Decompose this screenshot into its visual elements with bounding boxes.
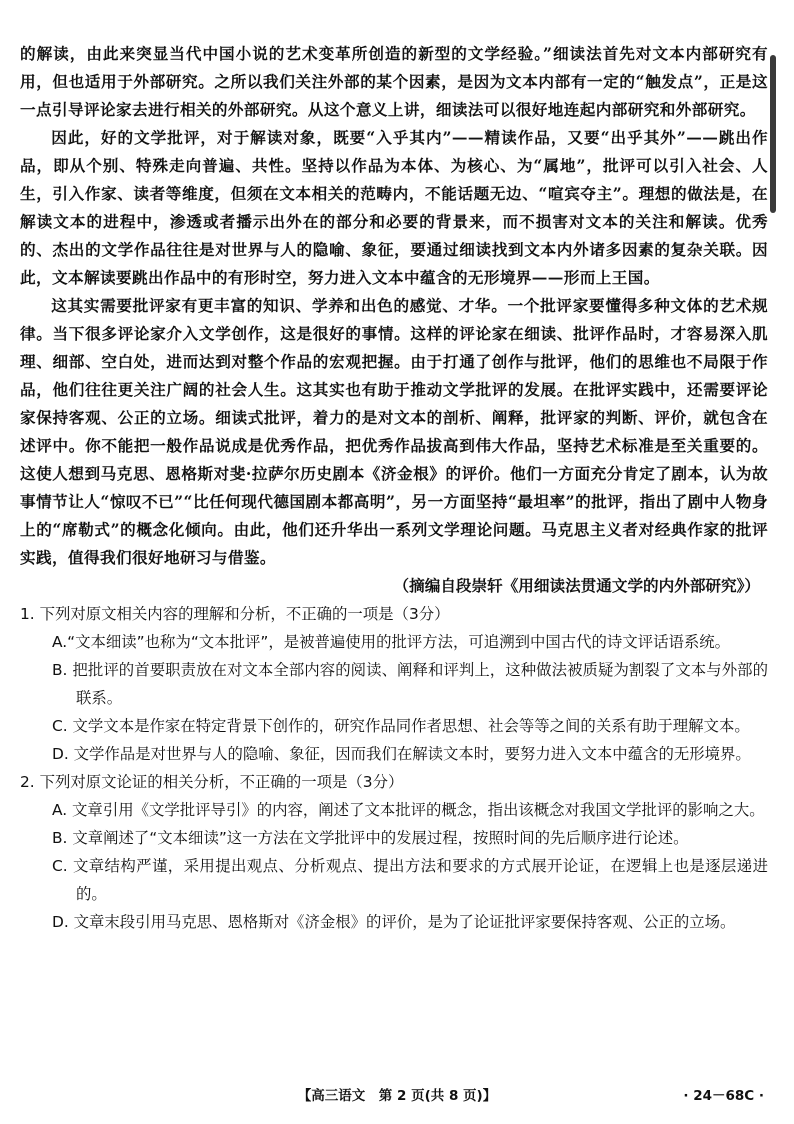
- option-b: B. 文章阐述了“文本细读”这一方法在文学批评中的发展过程，按照时间的先后顺序进行论述。: [52, 829, 689, 847]
- scrollbar-thumb[interactable]: [770, 55, 776, 213]
- page-footer: [0, 1084, 794, 1106]
- passage-paragraph-1: 的解读，由此来突显当代中国小说的艺术变革所创造的新型的文学经验。”细读法首先对文本内部研究有用，但也适用于外部研究。之所以我们关注外部的某个因素，是因为文本内部有一定的“触发点”，正是这一点引导评论家去进行相关的外部研究。从这个意义上讲，细读法可以很好地连起内部研究和外部研究。: [20, 44, 768, 119]
- option-c: C. 文章结构严谨，采用提出观点、分析观点、提出方法和要求的方式展开论证，在逻辑上也是逐层递进的。: [52, 857, 768, 903]
- question-1: [20, 600, 768, 768]
- passage-citation: （摘编自段崇轩《用细读法贯通文学的内外部研究》）: [393, 576, 760, 595]
- passage-paragraph-2: 因此，好的文学批评，对于解读对象，既要“入乎其内”——精读作品，又要“出乎其外”——跳出作品，即从个别、特殊走向普遍、共性。坚持以作品为本体、为核心、为“属地”，批评可以引入社会、人生，引入作家、读者等维度，但须在文本相关的范畴内，不能话题无边、“喧宾夺主”。理想的做法是，在解读文本的进程中，渗透或者播示出外在的部分和必要的背景来，而不损害对文本的关注和解读。优秀的、杰出的文学作品往往是对世界与人的隐喻、象征，要通过细读找到文本内外诸多因素的复杂关联。因此，文本解读要跳出作品中的有形时空，努力进入文本中蕴含的无形境界——形而上王国。: [20, 128, 768, 287]
- question-2: [20, 768, 768, 936]
- page-number-label: 【高三语文 第 2 页(共 8 页)】: [297, 1088, 497, 1104]
- option-b: B. 把批评的首要职责放在对文本全部内容的阅读、阐释和评判上，这种做法被质疑为割裂了文本与外部的联系。: [52, 661, 768, 707]
- option-a: A.“文本细读”也称为“文本批评”，是被普遍使用的批评方法，可追溯到中国古代的诗文评话语系统。: [52, 633, 731, 651]
- option-d: D. 文章末段引用马克思、恩格斯对《济金根》的评价，是为了论证批评家要保持客观、公正的立场。: [52, 913, 736, 931]
- question-stem: 1. 下列对原文相关内容的理解和分析，不正确的一项是（3分）: [20, 605, 450, 623]
- passage-paragraph-3: 这其实需要批评家有更丰富的知识、学养和出色的感觉、才华。一个批评家要懂得多种文体的艺术规律。当下很多评论家介入文学创作，这是很好的事情。这样的评论家在细读、批评作品时，才容易深入肌理、细部、空白处，进而达到对整个作品的宏观把握。由于打通了创作与批评，他们的思维也不局限于作品，他们往往更关注广阔的社会人生。这其实也有助于推动文学批评的发展。在批评实践中，还需要评论家保持客观、公正的立场。细读式批评，着力的是对文本的剖析、阐释，批评家的判断、评价，就包含在述评中。你不能把一般作品说成是优秀作品，把优秀作品拔高到伟大作品，坚持艺术标准是至关重要的。这使人想到马克思、恩格斯对斐·拉萨尔历史剧本《济金根》的评价。他们一方面充分肯定了剧本，认为故事情节让人“惊叹不已”“比任何现代德国剧本都高明”，另一方面坚持“最坦率”的批评，指出了剧中人物身上的“席勒式”的概念化倾向。由此，他们还升华出一系列文学理论问题。马克思主义者对经典作家的批评实践，值得我们很好地研习与借鉴。: [20, 296, 768, 567]
- exam-code: · 24－68C ·: [683, 1088, 764, 1104]
- option-c: C. 文学文本是作家在特定背景下创作的，研究作品同作者思想、社会等等之间的关系有助于理解文本。: [52, 717, 750, 735]
- question-stem: 2. 下列对原文论证的相关分析，不正确的一项是（3分）: [20, 773, 404, 791]
- reading-passage: [20, 40, 768, 600]
- option-d: D. 文学作品是对世界与人的隐喻、象征，因而我们在解读文本时，要努力进入文本中蕴含的无形境界。: [52, 745, 751, 763]
- option-a: A. 文章引用《文学批评导引》的内容，阐述了文本批评的概念，指出该概念对我国文学批评的影响之大。: [52, 801, 765, 819]
